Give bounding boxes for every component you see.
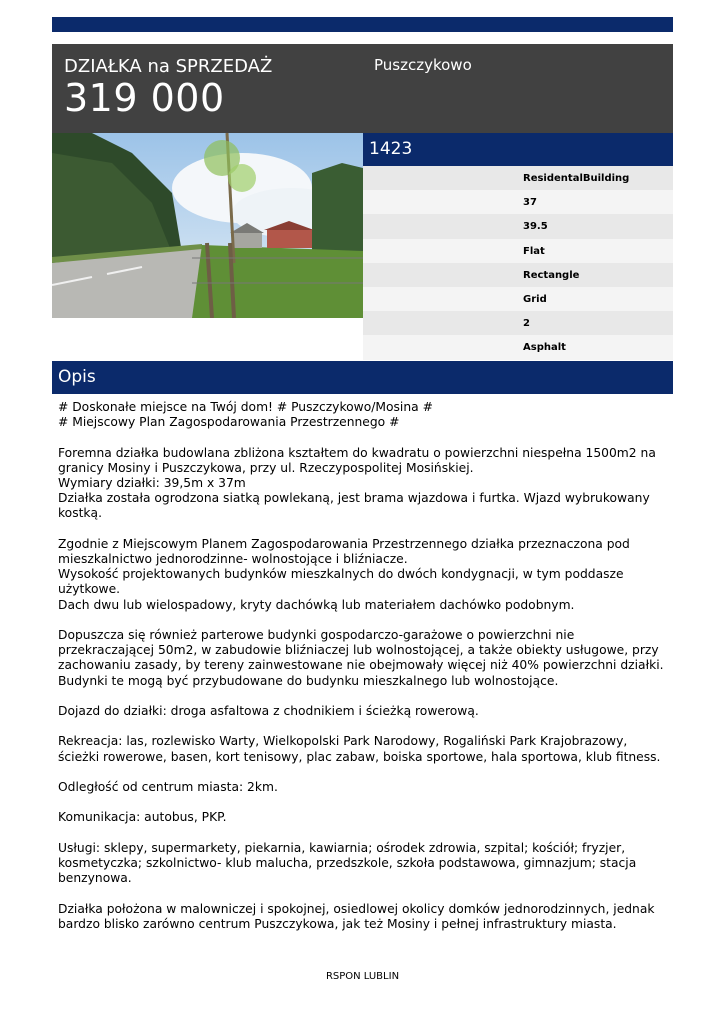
description-line: Budynki te mogą być przybudowane do budynku mieszkalnego lub wolnostojące. (58, 673, 559, 688)
description-line: Działka położona w malowniczej i spokojnej, osiedlowej okolicy domków jednorodzinnych, jednak (58, 901, 655, 916)
listing-type: DZIAŁKA na SPRZEDAŻ (64, 56, 273, 77)
description-line: Wysokość projektowanych budynków mieszkalnych do dwóch kondygnacji, w tym poddasze (58, 567, 624, 582)
attribute-table (363, 166, 673, 360)
description-line: bardzo blisko zarówno centrum Puszczykowa, jak też Mosiny i pełnej infrastruktury miasta. (58, 916, 617, 931)
description-line: Wymiary działki: 39,5m x 37m (58, 476, 246, 490)
description-line: Rekreacja: las, rozlewisko Warty, Wielkopolski Park Narodowy, Rogaliński Park Krajobrazowy, (58, 734, 628, 749)
description-line: # Doskonałe miejsce na Twój dom! # Puszczykowo/Mosina # (58, 400, 433, 414)
description-line: Dach dwu lub wielospadowy, kryty dachówką lub materiałem dachówko podobnym. (58, 597, 575, 612)
listing-id: 1423 (369, 139, 413, 159)
description-line: granicy Mosiny i Puszczykowa, przy ul. Rzeczypospolitej Mosińskiej. (58, 460, 474, 475)
attribute-row (363, 166, 673, 190)
listing-city: Puszczykowo (374, 56, 472, 74)
description-paragraph (58, 810, 668, 825)
property-photo (52, 133, 363, 318)
description-paragraph (58, 537, 668, 613)
description-line: kosmetyczka; szkolnictwo- klub malucha, przedszkole, szkoła podstawowa, gimnazjum; stacja (58, 855, 637, 870)
description-paragraph (58, 628, 668, 689)
footer-text: RSPON LUBLIN (325, 971, 400, 982)
attribute-value: ResidentalBuilding (523, 173, 630, 184)
description-line: Usługi: sklepy, supermarkety, piekarnia, kawiarnia; ośrodek zdrowia, szpital; kościół; fryzjer, (58, 840, 626, 855)
attribute-row (363, 190, 673, 214)
description-line: Działka została ogrodzona siatką powlekaną, jest brama wjazdowa i furtka. Wjazd wybrukowany (58, 491, 650, 506)
description-paragraph (58, 841, 668, 887)
attribute-row (363, 311, 673, 335)
attribute-row (363, 287, 673, 311)
description-paragraph (58, 902, 668, 932)
attribute-row (363, 214, 673, 238)
attribute-value: Grid (523, 293, 547, 305)
listing-header (52, 44, 673, 133)
description-line: kostką. (58, 506, 102, 521)
attribute-value: 37 (523, 197, 537, 209)
description-line: benzynowa. (58, 871, 132, 886)
attribute-value: 2 (523, 318, 530, 330)
description-line: Zgodnie z Miejscowym Planem Zagospodarowania Przestrzennego działka przeznaczona pod (58, 536, 630, 551)
description-section-bar (52, 361, 673, 394)
listing-price: 319 000 (64, 76, 225, 120)
description-body (58, 400, 668, 947)
description-line: mieszkalnictwo jednorodzinne- wolnostojące i bliźniacze. (58, 552, 408, 566)
listing-id-bar (363, 133, 673, 166)
attribute-value: Rectangle (523, 269, 580, 281)
description-paragraph (58, 780, 668, 795)
description-line: Dojazd do działki: droga asfaltowa z chodnikiem i ścieżką rowerową. (58, 704, 479, 718)
attribute-value: Flat (523, 245, 545, 257)
description-line: zachowaniu zasady, by tereny zainwestowane nie obejmowały więcej niż 40% powierzchni działki. (58, 658, 664, 673)
description-paragraph (58, 704, 668, 719)
attribute-value: 39.5 (523, 221, 548, 233)
description-line: użytkowe. (58, 582, 121, 597)
attribute-row (363, 239, 673, 263)
description-line: Odległość od centrum miasta: 2km. (58, 779, 278, 794)
description-line: # Miejscowy Plan Zagospodarowania Przestrzennego # (58, 415, 400, 430)
attribute-row (363, 335, 673, 359)
description-line: Dopuszcza się również parterowe budynki gospodarczo-garażowe o powierzchni nie (58, 628, 575, 642)
section-title: Opis (58, 367, 96, 387)
description-paragraph (58, 400, 668, 430)
description-paragraph (58, 734, 668, 764)
top-accent-bar (52, 17, 673, 32)
attribute-row (363, 263, 673, 287)
description-line: Foremna działka budowlana zbliżona kształtem do kwadratu o powierzchni niespełna 1500m2 na (58, 445, 656, 460)
attribute-value: Asphalt (523, 342, 566, 354)
description-paragraph (58, 446, 668, 522)
description-line: przekraczającej 50m2, w zabudowie bliźniaczej lub wolnostojącej, a także obiekty usługowe, przy (58, 643, 659, 658)
description-line: ścieżki rowerowe, basen, kort tenisowy, plac zabaw, boiska sportowe, hala sportowa, klub fitness. (58, 749, 661, 764)
description-line: Komunikacja: autobus, PKP. (58, 810, 227, 825)
